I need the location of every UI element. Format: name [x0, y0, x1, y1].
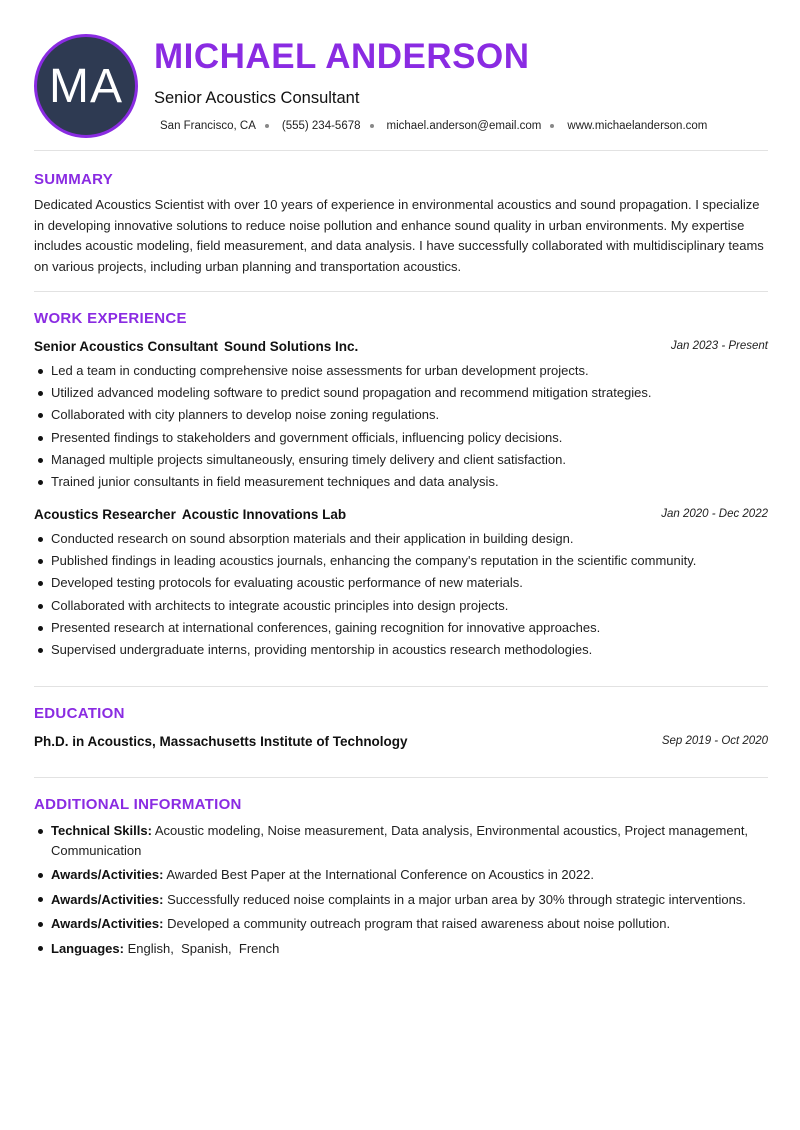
avatar-initials: MA — [49, 59, 123, 113]
list-item: Led a team in conducting comprehensive noise assessments for urban development projects. — [34, 360, 768, 382]
summary-text: Dedicated Acoustics Scientist with over 10 years of experience in environmental acoustics and sound propagation. I specialize in developing innovative solutions to reduce noise pollution and enhance sound quality in urban environments. My expertise includes acoustic modeling, field measurement, and data analysis. I have successfully collaborated with multidisciplinary teams on various projects, including urban planning and transportation acoustics. — [34, 197, 764, 274]
list-item: Managed multiple projects simultaneously, ensuring timely delivery and client satisfaction. — [34, 449, 768, 471]
item-label: Awards/Activities: — [51, 891, 164, 907]
list-item: Collaborated with city planners to develop noise zoning regulations. — [34, 404, 768, 426]
contact-line — [160, 120, 707, 132]
education-heading: EDUCATION — [34, 705, 125, 722]
item-text: Developed a community outreach program that raised awareness about noise pollution. — [167, 916, 671, 931]
additional-heading: ADDITIONAL INFORMATION — [34, 796, 242, 813]
contact-location: San Francisco, CA — [160, 120, 256, 132]
list-item — [34, 939, 768, 959]
contact-email[interactable]: michael.anderson@email.com — [386, 120, 542, 132]
list-item: Conducted research on sound absorption materials and their application in building design. — [34, 528, 768, 550]
bullet-separator-icon — [550, 124, 554, 128]
item-text: Acoustic modeling, Noise measurement, Data analysis, Environmental acoustics, Project management, Communication — [51, 823, 749, 858]
list-item — [34, 865, 768, 885]
candidate-title: Senior Acoustics Consultant — [154, 89, 360, 107]
list-item — [34, 890, 768, 910]
item-text: Awarded Best Paper at the International Conference on Acoustics in 2022. — [166, 867, 594, 882]
item-text: English, Spanish, French — [127, 940, 280, 956]
list-item — [34, 821, 768, 860]
job-bullets — [34, 360, 768, 493]
list-item: Published findings in leading acoustics journals, enhancing the company's reputation in the scientific community. — [34, 550, 768, 572]
divider — [34, 291, 768, 292]
contact-website[interactable]: www.michaelanderson.com — [567, 120, 708, 132]
job-company: Sound Solutions Inc. — [224, 339, 359, 354]
job-bullets — [34, 528, 768, 661]
item-label: Languages: — [51, 940, 124, 956]
item-label: Awards/Activities: — [51, 867, 164, 882]
resume-header — [34, 34, 768, 138]
job-dates: Jan 2020 - Dec 2022 — [661, 508, 768, 520]
additional-list — [34, 821, 768, 963]
experience-heading: WORK EXPERIENCE — [34, 310, 187, 327]
education-dates: Sep 2019 - Oct 2020 — [661, 735, 768, 747]
job-company: Acoustic Innovations Lab — [181, 507, 347, 522]
item-text: Successfully reduced noise complaints in a major urban area by 30% through strategic interventions. — [167, 891, 746, 907]
list-item: Utilized advanced modeling software to predict sound propagation and recommend mitigation strategies. — [34, 382, 768, 404]
divider — [34, 686, 768, 687]
item-label: Technical Skills: — [51, 823, 152, 838]
job-title-line — [34, 339, 358, 354]
list-item: Presented findings to stakeholders and government officials, influencing policy decisions. — [34, 427, 768, 449]
education-entry — [34, 734, 768, 752]
job-title-line — [34, 507, 346, 522]
job-role: Senior Acoustics Consultant — [34, 339, 219, 354]
job-header — [34, 507, 768, 525]
education-degree: Ph.D. in Acoustics, Massachusetts Institute of Technology — [34, 734, 408, 749]
candidate-name: MICHAEL ANDERSON — [154, 37, 530, 76]
divider — [34, 777, 768, 778]
divider — [34, 150, 768, 151]
bullet-separator-icon — [370, 124, 374, 128]
contact-phone[interactable]: (555) 234-5678 — [281, 120, 361, 132]
summary-heading: SUMMARY — [34, 171, 114, 188]
list-item: Collaborated with architects to integrate acoustic principles into design projects. — [34, 595, 768, 617]
list-item: Supervised undergraduate interns, providing mentorship in acoustics research methodologies. — [34, 639, 768, 661]
job-header — [34, 339, 768, 357]
item-label: Awards/Activities: — [51, 916, 164, 931]
job-role: Acoustics Researcher — [34, 507, 176, 522]
list-item: Presented research at international conferences, gaining recognition for innovative approaches. — [34, 617, 768, 639]
list-item — [34, 914, 768, 934]
list-item: Developed testing protocols for evaluating acoustic performance of new materials. — [34, 572, 768, 594]
bullet-separator-icon — [265, 124, 269, 128]
list-item: Trained junior consultants in field measurement techniques and data analysis. — [34, 471, 768, 493]
avatar — [34, 34, 138, 138]
job-dates: Jan 2023 - Present — [670, 340, 768, 352]
